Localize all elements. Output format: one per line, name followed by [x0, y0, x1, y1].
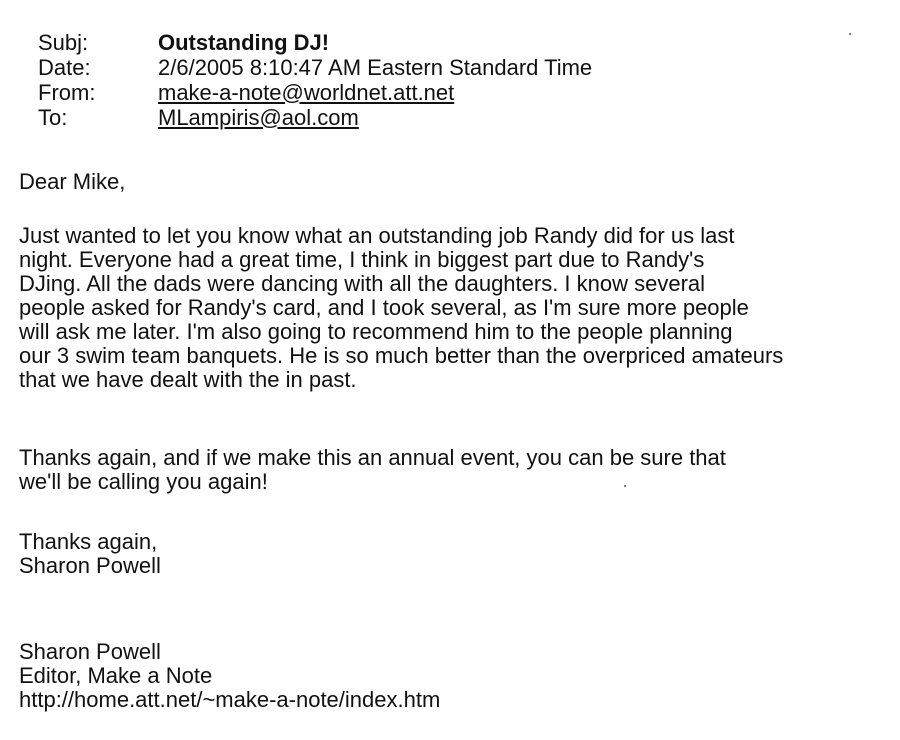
- signature-block: [19, 640, 894, 712]
- paragraph-line: DJing. All the dads were dancing with all the daughters. I know several: [19, 271, 706, 296]
- date-value: 2/6/2005 8:10:47 AM Eastern Standard Time: [158, 54, 593, 80]
- from-email-link[interactable]: make-a-note@worldnet.att.net: [158, 79, 455, 105]
- subject-value: Outstanding DJ!: [158, 29, 330, 55]
- from-label: From:: [38, 79, 96, 105]
- paragraph-line: Just wanted to let you know what an outstanding job Randy did for us last: [19, 223, 735, 248]
- paragraph-line: our 3 swim team banquets. He is so much better than the overpriced amateurs: [19, 343, 784, 368]
- from-row: [38, 80, 592, 105]
- closing-line: Thanks again,: [19, 529, 158, 554]
- date-row: [38, 55, 592, 80]
- paragraph-line: Thanks again, and if we make this an annual event, you can be sure that: [19, 445, 726, 470]
- closing: [19, 530, 894, 578]
- signature-url: http://home.att.net/~make-a-note/index.htm: [19, 687, 441, 712]
- scan-speck: [624, 485, 626, 487]
- to-label: To:: [38, 104, 68, 130]
- message-paragraph-2: [19, 446, 894, 494]
- closing-name: Sharon Powell: [19, 553, 161, 578]
- paragraph-line: people asked for Randy's card, and I took several, as I'm sure more people: [19, 295, 749, 320]
- paragraph-line: we'll be calling you again!: [19, 469, 268, 494]
- email-header: [38, 30, 592, 130]
- paragraph-line: that we have dealt with the in past.: [19, 367, 357, 392]
- greeting-line: Dear Mike,: [19, 169, 126, 194]
- message-paragraph-1: [19, 224, 894, 392]
- to-email-link[interactable]: MLampiris@aol.com: [158, 104, 359, 130]
- signature-name: Sharon Powell: [19, 639, 161, 664]
- to-row: [38, 105, 592, 130]
- paragraph-line: night. Everyone had a great time, I think in biggest part due to Randy's: [19, 247, 705, 272]
- greeting: [19, 170, 894, 194]
- date-label: Date:: [38, 54, 91, 80]
- scan-speck: [849, 33, 851, 35]
- subject-row: [38, 30, 592, 55]
- subject-label: Subj:: [38, 29, 89, 55]
- paragraph-line: will ask me later. I'm also going to recommend him to the people planning: [19, 319, 733, 344]
- signature-title: Editor, Make a Note: [19, 663, 213, 688]
